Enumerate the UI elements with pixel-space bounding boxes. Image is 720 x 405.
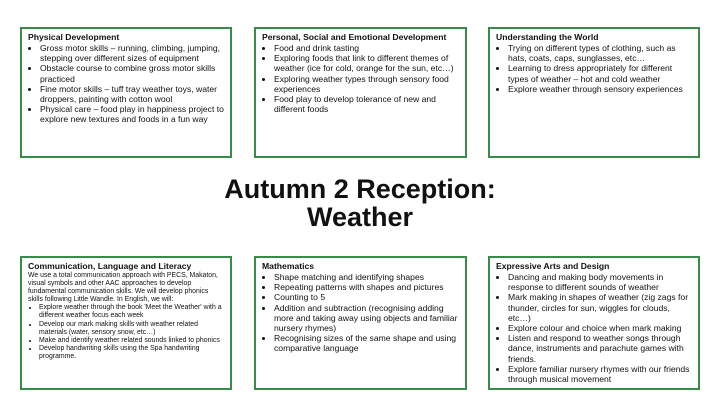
bullet-list xyxy=(28,304,224,361)
box-intro: We use a total communication approach with PECS, Makaton, visual symbols and other AAC approaches to develop fundamental communication skills. We will develop phonics skills following Little Wandle. In English, we will: xyxy=(28,272,218,304)
list-item: • Repeating patterns with shapes and pictures xyxy=(274,282,459,292)
list-item: • Addition and subtraction (recognising adding more and taking away using objects and familiar nursery rhymes) xyxy=(274,303,459,334)
psed-box xyxy=(254,27,467,158)
list-item: • Counting to 5 xyxy=(274,292,459,302)
box-heading: Physical Development xyxy=(28,32,120,42)
bullet-list xyxy=(496,272,692,384)
list-item: • Exploring foods that link to different themes of weather (ice for cold, orange for the sun, etc…) xyxy=(274,53,459,73)
communication-box xyxy=(20,256,232,390)
list-item: • Fine motor skills – tuff tray weather toys, water droppers, painting with cotton wool xyxy=(40,84,224,104)
box-heading: Mathematics xyxy=(262,261,315,271)
list-item: • Obstacle course to combine gross motor skills practiced xyxy=(40,63,224,83)
title-line-2: Weather xyxy=(306,202,414,232)
page-title xyxy=(200,175,520,231)
list-item: • Recognising sizes of the same shape and using comparative language xyxy=(274,333,459,353)
list-item: • Develop handwriting skills using the Spa handwriting programme. xyxy=(39,345,224,361)
list-item: • Shape matching and identifying shapes xyxy=(274,272,459,282)
list-item: • Develop our mark making skills with weather related materials (water, sensory snow, etc…) xyxy=(39,321,224,337)
list-item: • Mark making in shapes of weather (zig zags for thunder, circles for sun, wiggles for clouds, etc…) xyxy=(508,292,692,323)
bullet-list xyxy=(262,43,459,114)
box-heading: Personal, Social and Emotional Development xyxy=(262,32,447,42)
list-item: • Make and identify weather related sounds linked to phonics xyxy=(39,337,224,345)
bullet-list xyxy=(496,43,692,94)
box-heading: Communication, Language and Literacy xyxy=(28,261,192,271)
expressive-arts-box xyxy=(488,256,700,390)
list-item: • Food play to develop tolerance of new and different foods xyxy=(274,94,459,114)
list-item: • Explore weather through sensory experiences xyxy=(508,84,692,94)
physical-development-box xyxy=(20,27,232,158)
box-heading: Understanding the World xyxy=(496,32,599,42)
list-item: • Food and drink tasting xyxy=(274,43,459,53)
title-line-1: Autumn 2 Reception: xyxy=(224,174,496,204)
list-item: • Explore weather through the book 'Meet the Weather' with a different weather focus each week xyxy=(39,304,224,320)
list-item: • Exploring weather types through sensory food experiences xyxy=(274,74,459,94)
list-item: • Explore familiar nursery rhymes with our friends through musical movement xyxy=(508,364,692,384)
list-item: • Gross motor skills – running, climbing, jumping, stepping over different sizes of equipment xyxy=(40,43,224,63)
box-heading: Expressive Arts and Design xyxy=(496,261,610,271)
list-item: • Physical care – food play in happiness project to explore new textures and foods in a fun way xyxy=(40,104,224,124)
understanding-world-box xyxy=(488,27,700,158)
list-item: • Dancing and making body movements in response to different sounds of weather xyxy=(508,272,692,292)
list-item: • Learning to dress appropriately for different types of weather – hot and cold weather xyxy=(508,63,692,83)
bullet-list xyxy=(262,272,459,354)
mathematics-box xyxy=(254,256,467,390)
list-item: • Trying on different types of clothing, such as hats, coats, caps, sunglasses, etc… xyxy=(508,43,692,63)
list-item: • Explore colour and choice when mark making xyxy=(508,323,692,333)
bullet-list xyxy=(28,43,224,125)
list-item: • Listen and respond to weather songs through dance, instruments and parachute games with friends. xyxy=(508,333,692,364)
